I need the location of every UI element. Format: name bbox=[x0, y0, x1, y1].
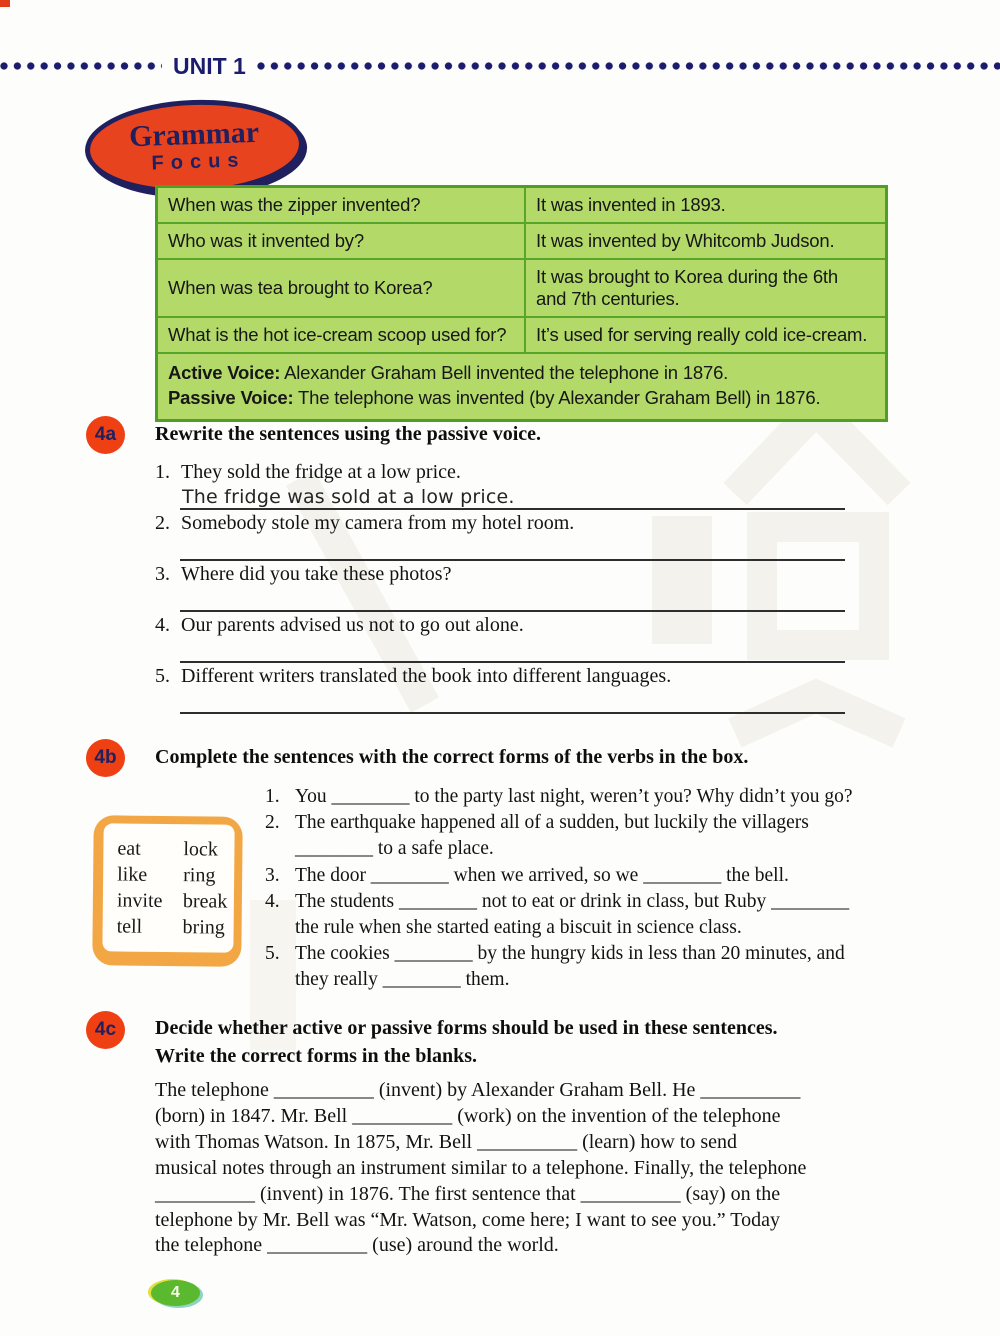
exercise-4a-sentence bbox=[155, 561, 847, 588]
grammar-answer-line: It’s used for serving really cold ice-cream. bbox=[536, 324, 868, 345]
verb-word: bring bbox=[182, 916, 225, 939]
grammar-answer bbox=[526, 318, 885, 352]
verb-word-box-inner bbox=[102, 823, 234, 952]
grammar-table-row bbox=[158, 224, 885, 260]
paragraph-line: (born) in 1847. Mr. Bell __________ (work) on the invention of the telephone bbox=[155, 1104, 781, 1127]
exercise-4a-title: Rewrite the sentences using the passive voice. bbox=[155, 423, 542, 445]
answer-blank-line bbox=[180, 588, 845, 612]
item-number: 4. bbox=[155, 614, 170, 636]
paragraph-line: telephone by Mr. Bell was “Mr. Watson, come here; I want to see you.” Today bbox=[155, 1208, 780, 1231]
dotted-line-right bbox=[257, 62, 1000, 70]
grammar-answer bbox=[526, 260, 885, 316]
answer-blank-line bbox=[180, 486, 845, 510]
item-number: 4. bbox=[265, 890, 280, 912]
verb-word: invite bbox=[116, 889, 163, 912]
voice-note-label: Active Voice: bbox=[168, 362, 281, 383]
verb-word-box bbox=[92, 815, 243, 967]
sentence-text: Our parents advised us not to go out alone. bbox=[181, 614, 524, 636]
grammar-answer-line: and 7th centuries. bbox=[536, 288, 680, 309]
voice-note-text: Alexander Graham Bell invented the telephone in 1876. bbox=[280, 362, 729, 383]
sentence-text: The earthquake happened all of a sudden, but luckily the villagers bbox=[295, 812, 809, 834]
exercise-4a-sentence bbox=[155, 663, 847, 690]
sentence-text: they really ________ them. bbox=[295, 969, 510, 991]
grammar-question bbox=[158, 318, 526, 352]
sentence-text: The cookies ________ by the hungry kids in less than 20 minutes, and bbox=[295, 943, 845, 965]
answer-blank-line bbox=[180, 639, 845, 663]
exercise-4c-title-line2: Write the correct forms in the blanks. bbox=[155, 1045, 477, 1067]
paragraph-line: musical notes through an instrument similar to a telephone. Finally, the telephone bbox=[155, 1156, 807, 1179]
page-number-badge bbox=[151, 1280, 200, 1306]
grammar-question-text: When was the zipper invented? bbox=[168, 194, 421, 215]
grammar-answer-line: It was brought to Korea during the 6th bbox=[536, 266, 838, 287]
unit-header bbox=[0, 52, 1000, 79]
sentence-text: ________ to a safe place. bbox=[295, 838, 494, 860]
sentence-text: The students ________ not to eat or drink in class, but Ruby ________ bbox=[295, 890, 850, 912]
voice-note bbox=[168, 385, 875, 410]
exercise-4b-line bbox=[265, 810, 910, 836]
verb-word: ring bbox=[183, 864, 216, 887]
verb-word: tell bbox=[116, 915, 143, 938]
voice-note-label: Passive Voice: bbox=[168, 387, 294, 408]
exercise-4b-line bbox=[265, 915, 910, 941]
exercise-4a-badge: 4a bbox=[86, 416, 125, 454]
unit-title: UNIT 1 bbox=[173, 52, 246, 79]
verb-word: break bbox=[182, 890, 228, 913]
item-number: 3. bbox=[265, 864, 280, 886]
sentence-text: Where did you take these photos? bbox=[181, 563, 452, 585]
grammar-answer-line: It was invented by Whitcomb Judson. bbox=[536, 230, 835, 251]
exercise-4a-sentence bbox=[155, 612, 847, 639]
verb-word: lock bbox=[183, 838, 218, 861]
exercise-4c-title-line1: Decide whether active or passive forms should be used in these sentences. bbox=[155, 1017, 778, 1039]
paragraph-line: The telephone __________ (invent) by Alexander Graham Bell. He __________ bbox=[155, 1079, 801, 1101]
item-number: 2. bbox=[265, 812, 280, 834]
sentence-text: The door ________ when we arrived, so we ________ the bell. bbox=[295, 864, 789, 886]
grammar-table-row bbox=[158, 318, 885, 354]
grammar-answer bbox=[526, 224, 885, 258]
dotted-line-left bbox=[0, 62, 162, 70]
verb-word: eat bbox=[117, 837, 141, 860]
sentence-text: Somebody stole my camera from my hotel room. bbox=[181, 512, 575, 534]
sentence-text: They sold the fridge at a low price. bbox=[181, 461, 461, 483]
voice-note-text: The telephone was invented (by Alexander Graham Bell) in 1876. bbox=[293, 387, 821, 408]
exercise-4a-items bbox=[155, 459, 847, 714]
handwritten-answer: The fridge was sold at a low price. bbox=[182, 486, 515, 508]
grammar-question-text: When was tea brought to Korea? bbox=[168, 277, 433, 298]
answer-blank-line bbox=[180, 537, 845, 561]
grammar-question-text: Who was it invented by? bbox=[168, 230, 364, 251]
grammar-table-row bbox=[158, 260, 885, 318]
item-number: 1. bbox=[265, 786, 280, 807]
exercise-4c-badge: 4c bbox=[86, 1011, 125, 1049]
grammar-focus-word2: Focus bbox=[151, 149, 246, 175]
exercise-4a-sentence bbox=[155, 459, 847, 486]
page-number: 4 bbox=[171, 1284, 180, 1301]
grammar-question bbox=[158, 188, 526, 222]
exercise-4b-items bbox=[265, 784, 910, 994]
voice-note bbox=[168, 360, 875, 385]
grammar-question bbox=[158, 224, 526, 258]
exercise-4c-paragraph bbox=[155, 1078, 915, 1259]
grammar-table bbox=[155, 185, 888, 422]
exercise-4b-line bbox=[265, 967, 910, 993]
grammar-answer bbox=[526, 188, 885, 222]
item-number: 5. bbox=[155, 665, 170, 687]
exercise-4b-title: Complete the sentences with the correct forms of the verbs in the box. bbox=[155, 746, 749, 768]
grammar-question-text: What is the hot ice-cream scoop used for? bbox=[168, 324, 507, 345]
grammar-question bbox=[158, 260, 526, 316]
grammar-table-row bbox=[158, 188, 885, 224]
exercise-4a-sentence bbox=[155, 510, 847, 537]
answer-blank-line bbox=[180, 690, 845, 714]
paragraph-line: __________ (invent) in 1876. The first sentence that __________ (say) on the bbox=[155, 1182, 781, 1205]
verb-word-list bbox=[102, 823, 234, 940]
grammar-table-notes bbox=[158, 354, 885, 419]
grammar-table-rows bbox=[158, 188, 885, 354]
exercise-4b-badge: 4b bbox=[86, 739, 125, 777]
exercise-4b-line bbox=[265, 941, 910, 967]
paragraph-line: the telephone __________ (use) around the world. bbox=[155, 1234, 559, 1257]
item-number: 3. bbox=[155, 563, 170, 585]
sentence-text: Different writers translated the book into different languages. bbox=[181, 665, 672, 687]
exercise-4c-title bbox=[155, 1014, 778, 1070]
paragraph-line: with Thomas Watson. In 1875, Mr. Bell __________ (learn) how to send bbox=[155, 1130, 738, 1153]
item-number: 5. bbox=[265, 943, 280, 965]
verb-word: like bbox=[117, 863, 148, 886]
item-number: 1. bbox=[155, 461, 170, 483]
sentence-text: the rule when she started eating a biscuit in science class. bbox=[295, 917, 742, 939]
grammar-focus-word1: Grammar bbox=[128, 115, 260, 154]
item-number: 2. bbox=[155, 512, 170, 534]
exercise-4b-line bbox=[265, 863, 910, 889]
exercise-4b-line bbox=[265, 836, 910, 862]
exercise-4b-line bbox=[265, 784, 910, 810]
sentence-text: You ________ to the party last night, weren’t you? Why didn’t you go? bbox=[295, 786, 853, 807]
exercise-4b-line bbox=[265, 889, 910, 915]
grammar-answer-line: It was invented in 1893. bbox=[536, 194, 726, 215]
